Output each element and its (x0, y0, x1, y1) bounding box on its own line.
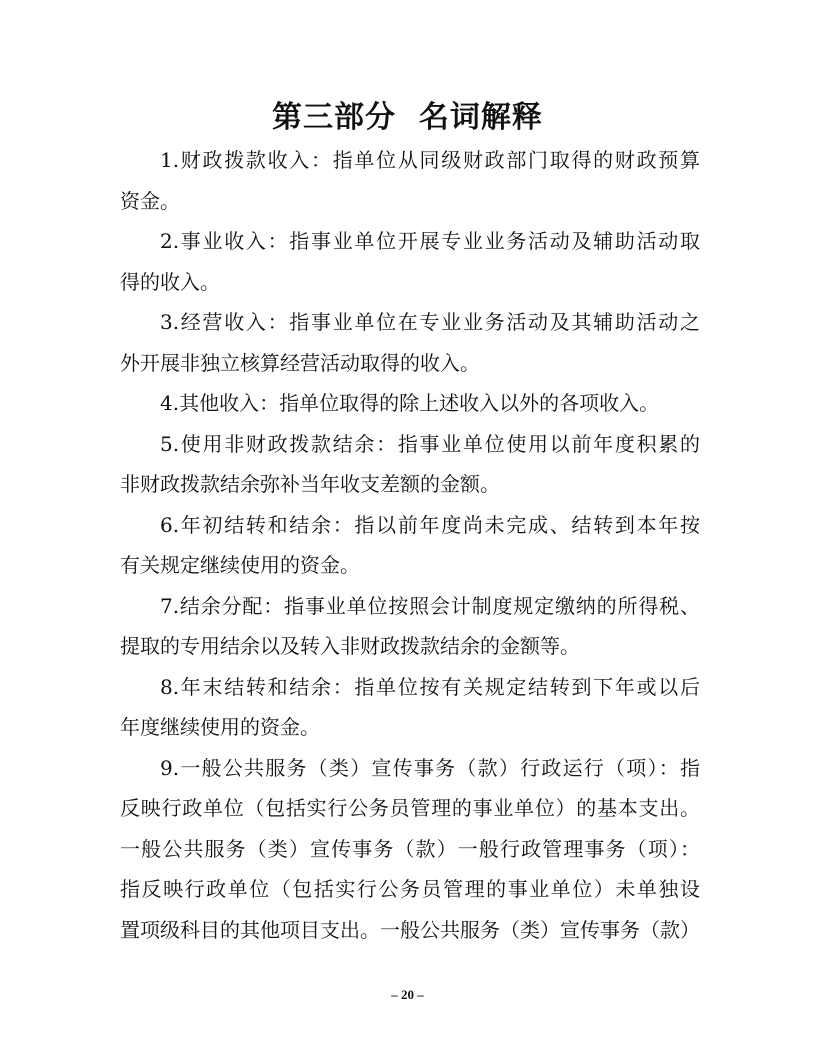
page-number: – 20 – (391, 987, 424, 1002)
paragraph-3-line-1: 3.经营收入：指事业单位在专业业务活动及其辅助活动之 (160, 310, 700, 334)
paragraph-7-line-1: 7.结余分配：指事业单位按照会计制度规定缴纳的所得税、 (160, 593, 700, 618)
paragraph-1-line-1: 1.财政拨款收入：指单位从同级财政部门取得的财政预算 (160, 148, 700, 172)
paragraph-7-line-2: 提取的专用结余以及转入非财政拨款结余的金额等。 (120, 634, 580, 658)
paragraph-5-line-2: 非财政拨款结余弥补当年收支差额的金额。 (120, 472, 500, 496)
paragraph-9-line-2: 反映行政单位（包括实行公务员管理的事业单位）的基本支出。 (120, 796, 700, 820)
paragraph-3-line-2: 外开展非独立核算经营活动取得的收入。 (120, 350, 480, 375)
paragraph-9-line-4: 指反映行政单位（包括实行公务员管理的事业单位）未单独设 (120, 877, 700, 901)
paragraph-9-line-1: 9.一般公共服务（类）宣传事务（款）行政运行（项）：指 (160, 755, 700, 780)
paragraph-6-line-2: 有关规定继续使用的资金。 (120, 553, 360, 577)
paragraph-5-line-1: 5.使用非财政拨款结余：指事业单位使用以前年度积累的 (160, 431, 700, 456)
paragraph-9-line-3: 一般公共服务（类）宣传事务（款）一般行政管理事务（项）： (120, 836, 700, 861)
paragraph-8-line-1: 8.年末结转和结余：指单位按有关规定结转到下年或以后 (160, 674, 700, 699)
document-body (120, 140, 700, 950)
paragraph-2-line-1: 2.事业收入：指事业单位开展专业业务活动及辅助活动取 (160, 229, 700, 253)
paragraph-8-line-2: 年度继续使用的资金。 (120, 715, 320, 739)
paragraph-1-line-2: 资金。 (120, 188, 180, 213)
paragraph-2-line-2: 得的收入。 (120, 269, 220, 294)
paragraph-4-line-1: 4.其他收入：指单位取得的除上述收入以外的各项收入。 (160, 391, 660, 415)
paragraph-9-line-5: 置项级科目的其他项目支出。一般公共服务（类）宣传事务（款） (120, 917, 700, 942)
page-title: 第三部分 名词解释 (272, 100, 543, 135)
paragraph-6-line-1: 6.年初结转和结余：指以前年度尚未完成、结转到本年按 (160, 512, 700, 537)
